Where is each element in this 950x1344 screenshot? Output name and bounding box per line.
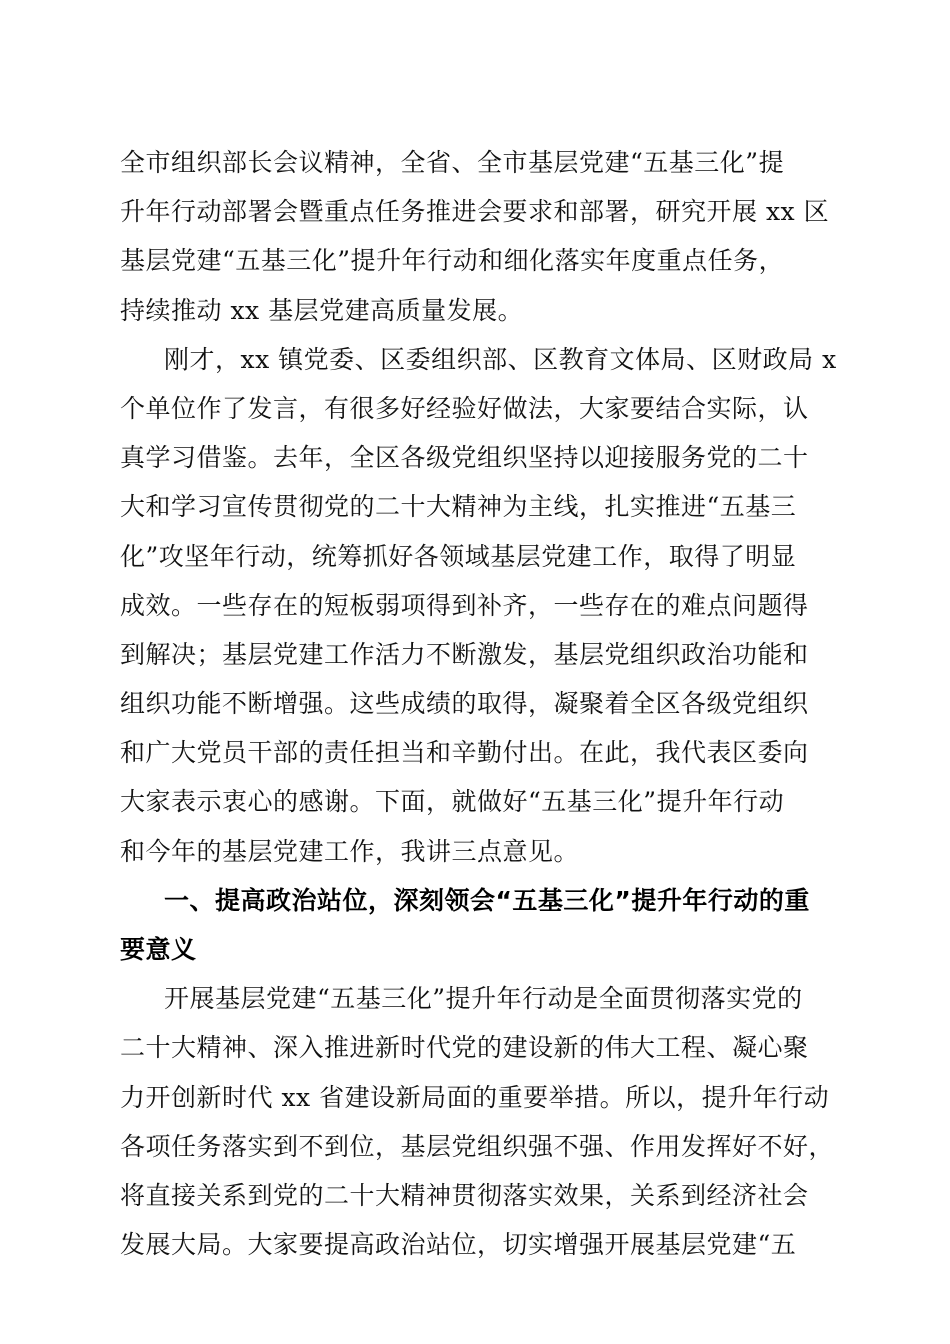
paragraph-line: 持续推动 xx 基层党建高质量发展。: [120, 295, 524, 325]
paragraph-line: 化”攻坚年行动，统筹抓好各领域基层党建工作，取得了明显: [120, 541, 797, 571]
paragraph-line: 个单位作了发言，有很多好经验好做法，大家要结合实际，认: [120, 393, 809, 423]
document-body: [120, 138, 837, 1269]
paragraph-line: 升年行动部署会暨重点任务推进会要求和部署，研究开展 xx 区: [120, 197, 830, 227]
paragraph-line: 和今年的基层党建工作，我讲三点意见。: [120, 836, 580, 866]
paragraph-line: 到解决；基层党建工作活力不断激发，基层党组织政治功能和: [120, 639, 809, 669]
paragraph-line: 和广大党员干部的责任担当和辛勤付出。在此，我代表区委向: [120, 738, 809, 768]
paragraph-line: 成效。一些存在的短板弱项得到补齐，一些存在的难点问题得: [120, 590, 809, 620]
paragraph-line: 开展基层党建“五基三化”提升年行动是全面贯彻落实党的: [164, 984, 803, 1014]
paragraph-line: 全市组织部长会议精神，全省、全市基层党建“五基三化”提: [120, 148, 785, 177]
paragraph-line: 基层党建“五基三化”提升年行动和细化落实年度重点任务，: [120, 246, 785, 276]
paragraph-line: 大和学习宣传贯彻党的二十大精神为主线，扎实推进“五基三: [120, 492, 797, 522]
paragraph-line: 力开创新时代 xx 省建设新局面的重要举措。所以，提升年行动: [120, 1082, 830, 1112]
section-heading-line: 要意义: [120, 935, 197, 964]
paragraph-line: 组织功能不断增强。这些成绩的取得，凝聚着全区各级党组织: [120, 689, 809, 719]
paragraph-line: 大家表示衷心的感谢。下面，就做好“五基三化”提升年行动: [120, 787, 785, 817]
section-heading-line: 一、提高政治站位，深刻领会“五基三化”提升年行动的重: [164, 885, 810, 915]
paragraph-line: 二十大精神、深入推进新时代党的建设新的伟大工程、凝心聚: [120, 1033, 809, 1063]
paragraph-line: 将直接关系到党的二十大精神贯彻落实效果，关系到经济社会: [120, 1180, 809, 1210]
paragraph-line: 真学习借鉴。去年，全区各级党组织坚持以迎接服务党的二十: [120, 443, 809, 473]
paragraph-line: 发展大局。大家要提高政治站位，切实增强开展基层党建“五: [120, 1230, 797, 1260]
paragraph-line: 各项任务落实到不到位，基层党组织强不强、作用发挥好不好，: [120, 1131, 835, 1161]
paragraph-line: 刚才，xx 镇党委、区委组织部、区教育文体局、区财政局 x: [164, 344, 837, 374]
